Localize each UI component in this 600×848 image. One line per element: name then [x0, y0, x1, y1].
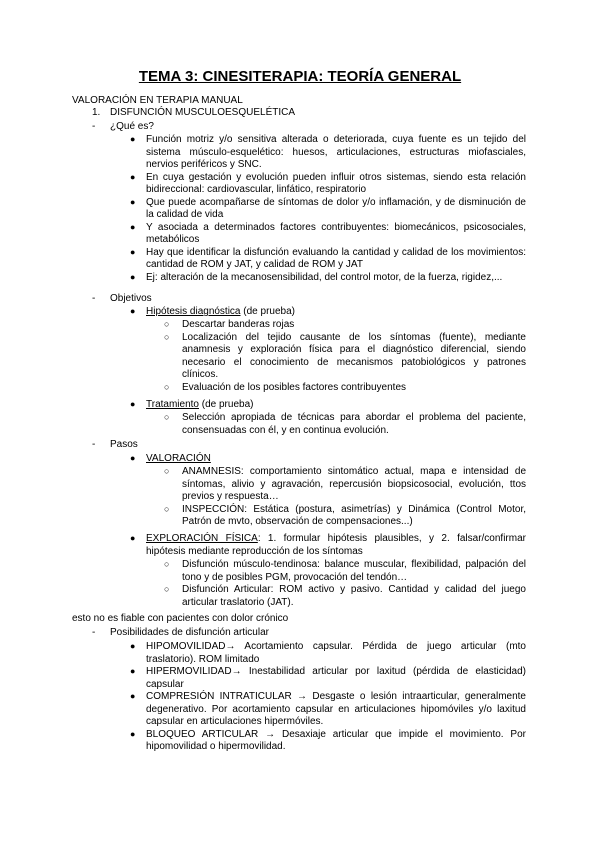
hipotesis-item-line: Descartar banderas rojas — [182, 319, 295, 330]
dash-bullet: - — [92, 627, 96, 638]
hipotesis-title: Hipótesis diagnóstica — [146, 306, 241, 317]
hipotesis-item-line: anamnesis y exploración física para el diagnóstico diferencial, siendo — [182, 344, 526, 355]
dash-bullet: - — [92, 121, 96, 132]
bullet-dot: ● — [130, 246, 136, 257]
bullet-circle: ○ — [164, 559, 170, 569]
que-es-item-line: Hay que identificar la disfunción evaluando la cantidad y calidad de los movimientos: — [146, 246, 526, 258]
bullet-dot: ● — [130, 666, 136, 676]
que-es-label: ¿Qué es? — [110, 121, 154, 132]
valoracion-item-line: INSPECCIÓN: Estática (postura, asimetrías) y Dinámica (Control Motor, — [182, 503, 526, 515]
exploracion-title: EXPLORACIÓN FÍSICA — [146, 533, 258, 544]
hipotesis-item-line: Localización del tejido causante de los síntomas (fuente), mediante — [182, 331, 526, 343]
numbered-heading-number: 1. — [92, 107, 101, 118]
dash-bullet: - — [92, 293, 96, 304]
bullet-circle: ○ — [164, 412, 170, 422]
que-es-item-line: metabólicos — [146, 234, 200, 245]
hipotesis-suffix: (de prueba) — [240, 306, 295, 317]
que-es-item-line: En cuya gestación y evolución pueden influir otros sistemas, siendo esta relación — [146, 171, 526, 183]
posibilidades-label: Posibilidades de disfunción articular — [110, 627, 269, 638]
hipotesis-item-line: necesario el conocimiento de mecanismos patobiológicos y patrones — [182, 356, 526, 368]
bullet-circle: ○ — [164, 503, 170, 514]
que-es-item-line: cantidad de ROM y JAT, y calidad de ROM y JAT — [146, 259, 363, 270]
page-title: TEMA 3: CINESITERAPIA: TEORÍA GENERAL — [138, 68, 462, 85]
bullet-dot: ● — [130, 399, 136, 409]
posibilidades-item-line: HIPOMOVILIDAD→ Acortamiento capsular. Pérdida de juego articular (mto — [146, 641, 526, 652]
exploracion-item-line: Disfunción músculo-tendinosa: balance muscular, flexibilidad, palpación del — [182, 559, 526, 570]
tratamiento-title: Tratamiento — [146, 399, 199, 410]
bullet-dot: ● — [130, 691, 136, 701]
que-es-item-line: Y asociada a determinados factores contribuyentes: biomecánicos, psicosociales, — [146, 221, 526, 233]
bullet-circle: ○ — [164, 319, 170, 329]
exploracion-heading — [146, 532, 526, 545]
bullet-circle: ○ — [164, 466, 170, 476]
pasos-label: Pasos — [110, 439, 138, 450]
bullet-dot: ● — [130, 134, 136, 144]
valoracion-item-line: ANAMNESIS: comportamiento sintomático actual, mapa e intensidad de — [182, 466, 526, 477]
que-es-item-line: bidireccional: cardiovascular, linfático, respiratorio — [146, 184, 367, 195]
valoracion-item-line: síntomas, alivio y agravación, repercusión biopsicosocial, evolución, ttos — [182, 478, 526, 490]
hipotesis-item-line: Evaluación de los posibles factores contribuyentes — [182, 381, 407, 393]
que-es-item-line: Función motriz y/o sensitiva alterada o deteriorada, cuya fuente es un tejido del — [146, 134, 526, 145]
posibilidades-item-line: degenerativo. Por acortamiento capsular en articulaciones hipomóviles y/o laxitud — [146, 703, 526, 715]
bullet-dot: ● — [130, 728, 136, 739]
posibilidades-item-line: COMPRESIÓN INTRATICULAR → Desgaste o lesión intraarticular, generalmente — [146, 691, 526, 702]
bullet-dot: ● — [130, 196, 136, 207]
que-es-item-line: Ej: alteración de la mecanosensibilidad, del control motor, de la fuerza, rigidez,... — [146, 271, 503, 283]
bullet-dot: ● — [130, 271, 136, 282]
tratamiento-item-line: consensuadas con él, y en continua evolución. — [182, 424, 389, 436]
bullet-dot: ● — [130, 221, 136, 232]
que-es-item-line: nervios periféricos y SNC. — [146, 159, 262, 170]
exploracion-item-line: tono y de posibles PGM, provocación del tendón… — [182, 571, 408, 583]
bullet-circle: ○ — [164, 381, 170, 392]
numbered-heading: DISFUNCIÓN MUSCULOESQUELÉTICA — [110, 107, 296, 118]
objetivos-label: Objetivos — [110, 293, 152, 304]
posibilidades-item-line: capsular en articulaciones hipermóviles. — [146, 716, 324, 727]
hipotesis-heading — [146, 305, 295, 318]
exploracion-item-line: articular traslatorio (JAT). — [182, 596, 294, 608]
bullet-dot: ● — [130, 171, 136, 182]
exploracion-rest: : 1. formular hipótesis plausibles, y 2. falsar/confirmar — [257, 533, 526, 544]
bullet-circle: ○ — [164, 331, 170, 342]
bullet-dot: ● — [130, 306, 136, 316]
bullet-dot: ● — [130, 641, 136, 651]
section-heading: VALORACIÓN EN TERAPIA MANUAL — [72, 95, 243, 106]
que-es-item-line: la calidad de vida — [146, 209, 224, 220]
que-es-item-line: Que puede acompañarse de síntomas de dolor y/o inflamación, y de disminución de — [146, 196, 526, 208]
valoracion-heading: VALORACIÓN — [146, 453, 211, 464]
tratamiento-suffix: (de prueba) — [198, 399, 254, 410]
bullet-dot: ● — [130, 533, 136, 543]
exploracion-line2: hipótesis mediante reproducción de los síntomas — [146, 546, 363, 557]
posibilidades-item-line: hipomovilidad o hipermovilidad. — [146, 741, 286, 752]
posibilidades-item-line: capsular — [146, 678, 184, 690]
bullet-dot: ● — [130, 453, 136, 463]
valoracion-item-line: previos y respuesta… — [182, 491, 279, 502]
exploracion-item-line: Disfunción Articular: ROM activo y pasivo. Cantidad y calidad del juego — [182, 584, 526, 595]
que-es-item-line: sistema músculo-esquelético: huesos, articulaciones, estructuras miofasciales, — [146, 146, 526, 158]
valoracion-item-line: Patrón de mvto, observación de compensaciones...) — [182, 516, 413, 527]
posibilidades-item-line: HIPERMOVILIDAD→ Inestabilidad articular por laxitud (pérdida de elasticidad) — [146, 666, 526, 677]
tratamiento-heading — [146, 398, 253, 411]
posibilidades-item-line: BLOQUEO ARTICULAR → Desaxiaje articular que impide el movimiento. Por — [146, 728, 526, 740]
dash-bullet: - — [92, 439, 96, 450]
posibilidades-item-line: traslatorio). ROM limitado — [146, 653, 260, 665]
bullet-circle: ○ — [164, 584, 170, 594]
hipotesis-item-line: clínicos. — [182, 369, 219, 380]
tratamiento-item-line: Selección apropiada de técnicas para abordar el problema del paciente, — [182, 412, 526, 423]
nota: esto no es fiable con pacientes con dolor crónico — [72, 613, 289, 624]
